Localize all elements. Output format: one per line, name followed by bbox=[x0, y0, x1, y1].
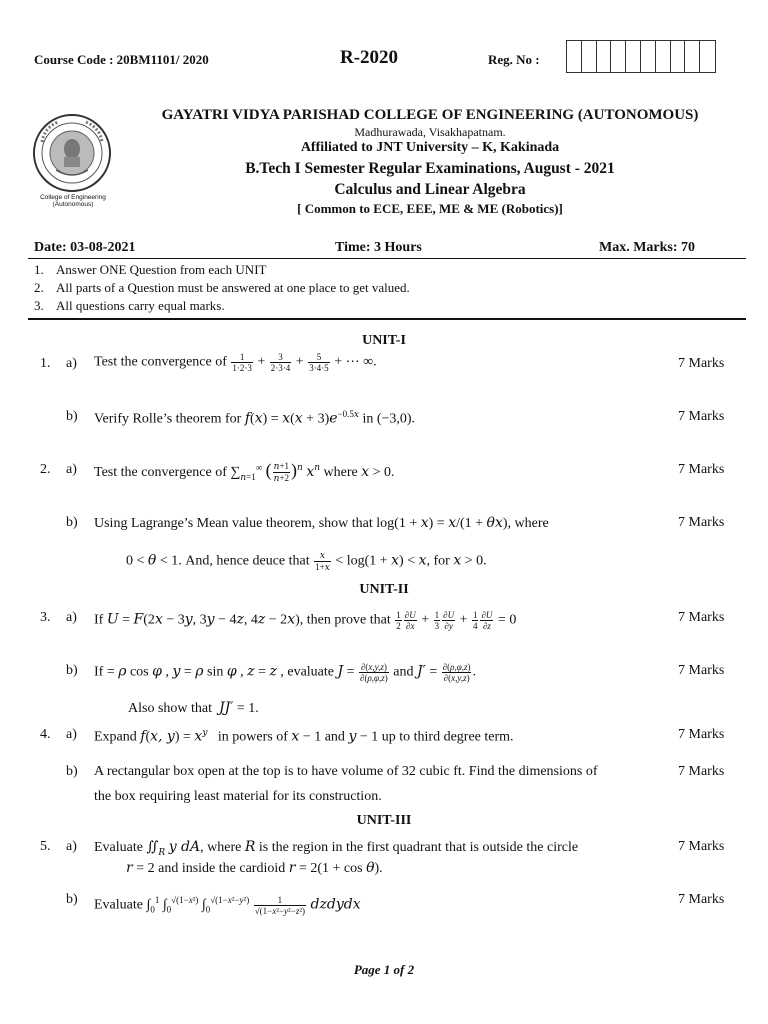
question-text: Evaluate $\int_0^1$ $\int_0^{√(1-x^2)}$ $\int_0^{√(1-x^2-y^2)}$ $\frac{1}{\text{√(1−x²−y²−z²)}}$ dzdydx bbox=[94, 895, 361, 916]
question-part: b) bbox=[66, 764, 78, 779]
question-part: b) bbox=[66, 409, 78, 424]
unit-heading: UNIT-III bbox=[356, 813, 412, 828]
unit-heading: UNIT-II bbox=[359, 582, 409, 597]
question-text: Evaluate $∬_R$ y dA, where R is the region in the first quadrant that is outside the circle bbox=[94, 839, 579, 858]
logo-caption: College of Engineering (Autonomous) bbox=[40, 194, 106, 208]
instruction-item: 1. Answer ONE Question from each UNIT bbox=[34, 262, 267, 277]
divider bbox=[28, 258, 746, 259]
question-text: Expand f(x, $y) = x^y$ in powers of x − 1 and y − 1 up to third degree term. bbox=[94, 728, 514, 745]
question-part: b) bbox=[66, 663, 78, 678]
question-part: b) bbox=[66, 892, 78, 907]
question-marks: 7 Marks bbox=[678, 727, 725, 742]
page-number: Page 1 of 2 bbox=[353, 962, 415, 977]
max-marks: Max. Marks: 70 bbox=[599, 240, 696, 255]
question-text: Verify Rolle’s theorem for $f(x) = x(x + 3)e^{-0.5x}$ in (−3,0). bbox=[94, 409, 416, 427]
reg-no-label: Reg. No : bbox=[488, 52, 540, 67]
exam-time: Time: 3 Hours bbox=[335, 240, 422, 255]
question-marks: 7 Marks bbox=[678, 839, 725, 854]
question-part: a) bbox=[66, 356, 77, 371]
question-text: the box requiring least material for its construction. bbox=[94, 789, 382, 804]
exam-title: B.Tech I Semester Regular Examinations, August - 2021 bbox=[245, 160, 615, 177]
question-text: Test the convergence of $\frac{1}{1\cdot 2\cdot 3}$ + $\frac{3}{2\cdot 3\cdot 4}$ + $\frac{5}{3\cdot 4\cdot 5}$ + ⋯ ∞. bbox=[94, 352, 377, 373]
college-affiliation: Affiliated to JNT University – K, Kakinada bbox=[300, 140, 560, 155]
question-marks: 7 Marks bbox=[678, 356, 725, 371]
question-part: a) bbox=[66, 462, 77, 477]
divider bbox=[28, 318, 746, 320]
instruction-item: 2. All parts of a Question must be answered at one place to get valued. bbox=[34, 280, 410, 295]
unit-heading: UNIT-I bbox=[362, 333, 406, 348]
question-text: r = 2 and inside the cardioid r = 2(1 + cos θ). bbox=[126, 860, 383, 876]
exam-date: Date: 03-08-2021 bbox=[34, 240, 136, 255]
question-text: If U = F(2x − 3y, 3y − 4z, 4z − 2x), then prove that $\frac{1}{2}$ $\frac{\partial U}{\partial x}$ + $\frac{1}{3}$ $\frac{\partial U}{\partial y}$ + $\frac{1}{4}$ $\frac{\partial U}{\partial z}$ = 0 bbox=[94, 610, 517, 631]
course-code: Course Code : 20BM1101/ 2020 bbox=[34, 52, 209, 67]
subject-title: Calculus and Linear Algebra bbox=[334, 181, 526, 198]
question-text: A rectangular box open at the top is to have volume of 32 cubic ft. Find the dimensions of bbox=[94, 764, 598, 779]
question-text: If = ρ cos φ , y = ρ sin φ , z = z , evaluate J = $\frac{\partial(x,y,z)}{\partial(\rho,\varphi,z)}$ and J′ = $\frac{\partial(\rho,\varphi,z)}{\partial(x,y,z)}$ . bbox=[94, 662, 476, 683]
college-name: GAYATRI VIDYA PARISHAD COLLEGE OF ENGINEERING (AUTONOMOUS) bbox=[161, 107, 699, 123]
question-text: 0 < θ < 1. And, hence deuce that $\frac{x}{1+x}$ < log(1 + x) < x, for x > 0. bbox=[126, 551, 487, 573]
question-marks: 7 Marks bbox=[678, 892, 725, 907]
question-marks: 7 Marks bbox=[678, 663, 725, 678]
question-text: Test the convergence of $\sum_{n=1}^\infty$ ( $\frac{n+1}{n+2}$ )$^n$ $x^n$ where x > 0. bbox=[94, 460, 395, 485]
common-branches: [ Common to ECE, EEE, ME & ME (Robotics)] bbox=[297, 201, 563, 216]
question-number: 2. bbox=[40, 462, 51, 477]
college-seal-icon bbox=[30, 112, 114, 194]
question-part: b) bbox=[66, 515, 78, 530]
question-part: a) bbox=[66, 727, 77, 742]
question-text: Using Lagrange’s Mean value theorem, show that log(1 + x) = x/(1 + θx), where bbox=[94, 515, 549, 531]
instruction-item: 3. All questions carry equal marks. bbox=[34, 298, 225, 313]
question-part: a) bbox=[66, 610, 77, 625]
question-marks: 7 Marks bbox=[678, 462, 725, 477]
question-number: 4. bbox=[40, 727, 51, 742]
question-number: 1. bbox=[40, 356, 51, 371]
reg-no-boxes bbox=[566, 40, 716, 73]
question-number: 5. bbox=[40, 839, 51, 854]
college-logo bbox=[30, 112, 114, 194]
question-marks: 7 Marks bbox=[678, 515, 725, 530]
question-text: Also show that JJ′ = 1. bbox=[128, 700, 259, 716]
college-location: Madhurawada, Visakhapatnam. bbox=[354, 125, 506, 139]
regulation: R-2020 bbox=[340, 47, 399, 68]
question-marks: 7 Marks bbox=[678, 764, 725, 779]
question-part: a) bbox=[66, 839, 77, 854]
question-marks: 7 Marks bbox=[678, 610, 725, 625]
question-number: 3. bbox=[40, 610, 51, 625]
question-marks: 7 Marks bbox=[678, 409, 725, 424]
